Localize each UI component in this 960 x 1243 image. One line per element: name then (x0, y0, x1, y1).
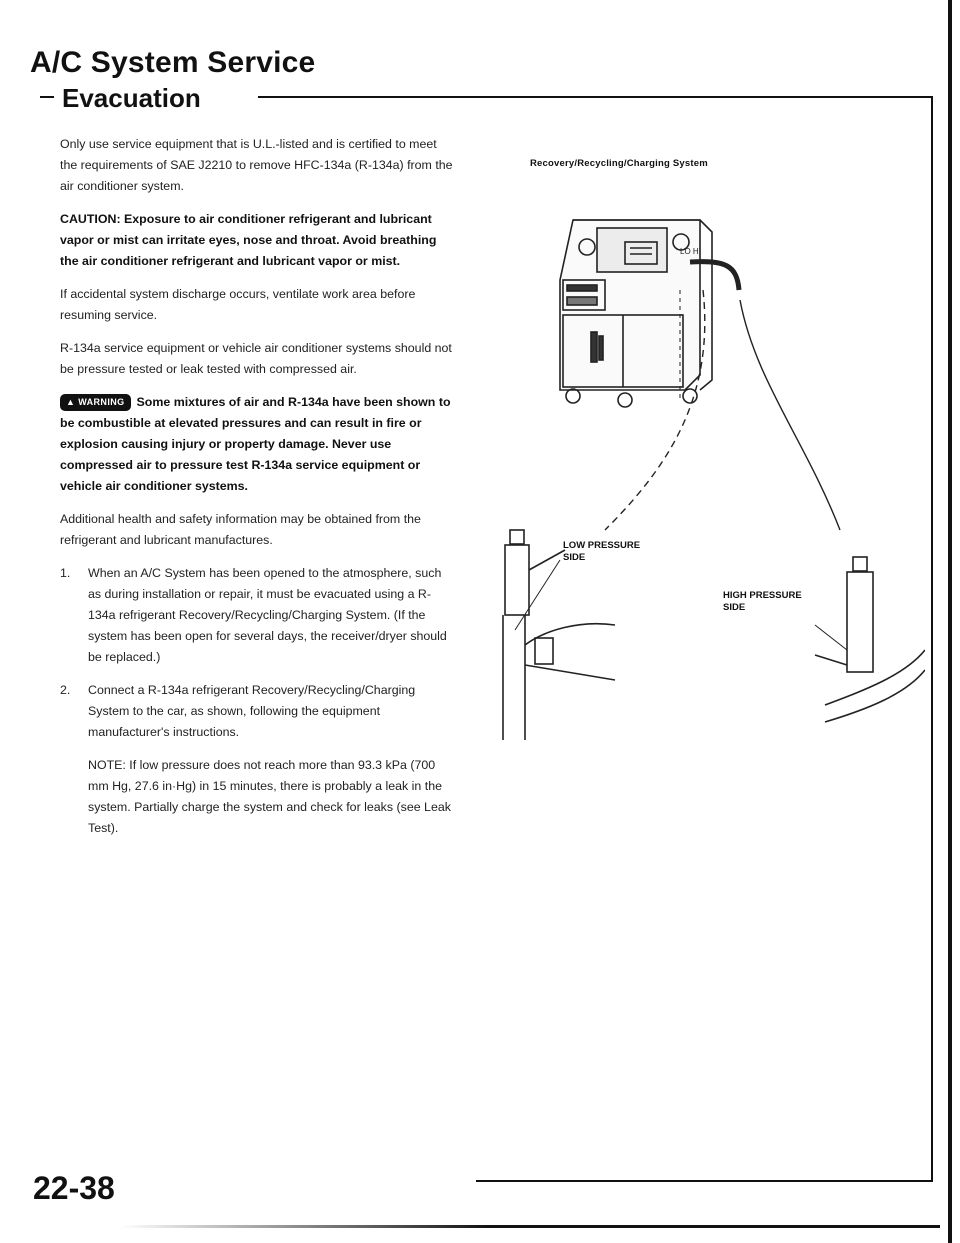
step-number: 1. (60, 566, 71, 580)
warning-badge: ▲ WARNING (60, 394, 131, 411)
recovery-system-figure (485, 150, 925, 750)
footer-rule (120, 1225, 940, 1228)
page-number: 22-38 (33, 1170, 115, 1206)
recovery-system-illustration (485, 150, 925, 750)
caution-paragraph (60, 209, 455, 272)
low-valve-cap (510, 530, 524, 544)
high-pipe-top (825, 650, 925, 705)
low-valve-body (505, 545, 529, 615)
high-pressure-label: HIGH PRESSURE (723, 590, 802, 601)
low-pressure-label-side: SIDE (563, 552, 586, 563)
machine-label: LO HI (680, 247, 701, 256)
step-number: 2. (60, 683, 71, 697)
page-title: A/C System Service (30, 46, 316, 79)
section-rule (258, 96, 933, 98)
step-text: When an A/C System has been opened to the atmosphere, such as during installation or repair, it must be evacuated using a R-134a refrigerant Recovery/Recycling/Charging System. (If the system has been open for several days, the receiver/dryer should be replaced.) (88, 566, 447, 664)
pressure-test-paragraph: R-134a service equipment or vehicle air conditioner systems should not be pressure tested or leak tested with compressed air. (60, 341, 452, 376)
low-pressure-callout (563, 540, 640, 564)
high-pressure-label-side: SIDE (723, 602, 746, 613)
high-pressure-callout (723, 590, 802, 614)
step-item (60, 680, 455, 839)
section-title: Evacuation (62, 83, 201, 113)
step-item (60, 563, 455, 668)
section-header (40, 83, 933, 116)
additional-info-paragraph: Additional health and safety information may be obtained from the refrigerant and lubricant manufactures. (60, 512, 421, 547)
high-pipe-bottom (825, 670, 925, 722)
figure-caption: Recovery/Recycling/Charging System (530, 158, 708, 169)
machine-wheel (566, 389, 580, 403)
high-valve-cap (853, 557, 867, 571)
caution-text: Exposure to air conditioner refrigerant and lubricant vapor or mist can irritate eyes, nose and throat. Avoid breathing the air conditioner refrigerant and lubricant vapor or mist. (60, 212, 437, 268)
warning-paragraph (60, 392, 455, 497)
warning-badge-label: WARNING (78, 397, 125, 407)
caution-label: CAUTION: (60, 212, 121, 226)
warning-text: Some mixtures of air and R-134a have been shown to be combustible at elevated pressures and can result in fire or explosion causing injury or property damage. Never use compressed air to pressure test R-134a service equipment or vehicle air conditioner systems. (60, 395, 451, 493)
step-2-text: Connect a R-134a refrigerant Recovery/Recycling/Charging System to the car, as shown, following the equipment manufacturer's instructions. (88, 683, 416, 739)
accidental-discharge-paragraph: If accidental system discharge occurs, ventilate work area before resuming service. (60, 287, 416, 322)
body-text-column (60, 134, 455, 851)
low-pressure-label: LOW PRESSURE (563, 540, 641, 551)
step-text (88, 680, 455, 839)
frame-right-border (931, 97, 933, 1182)
high-side-hose (740, 300, 840, 530)
procedure-steps (60, 563, 455, 839)
low-pipe (503, 615, 525, 740)
machine-wheel (618, 393, 632, 407)
section-rule-left (40, 96, 54, 98)
frame-bottom-border (476, 1180, 933, 1182)
high-valve-body (847, 572, 873, 672)
note-paragraph: NOTE: If low pressure does not reach more than 93.3 kPa (700 mm Hg, 27.6 in·Hg) in 15 minutes, there is probably a leak in the system. Partially charge the system and check for leaks (see Leak Test). (88, 758, 451, 835)
intro-paragraph: Only use service equipment that is U.L.-listed and is certified to meet the requirements of SAE J2210 to remove HFC-134a (R-134a) from the air conditioner system. (60, 137, 453, 193)
page-edge-line (948, 0, 952, 1243)
